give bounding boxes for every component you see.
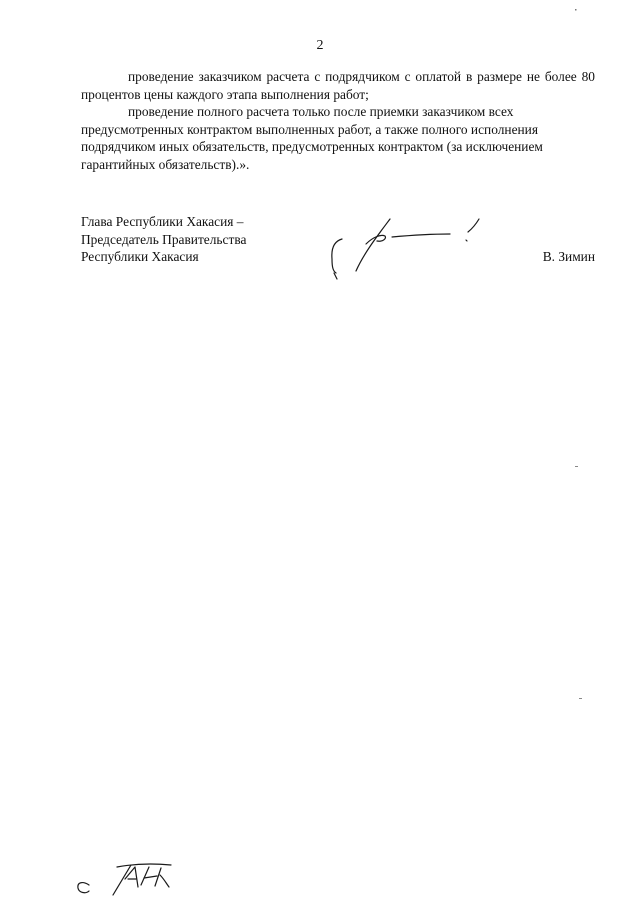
scan-mark [574,8,578,12]
document-body [81,68,595,173]
paragraph: проведение полного расчета только после приемки заказчиком всех предусмотренных контрактом выполненных работ, а также полного исполнения подрядчиком иных обязательств, предусмотренных контрактом (за исключением гарантийных обязательств).». [81,104,543,172]
signatory-position-line: Республики Хакасия [81,249,199,264]
handwritten-signature [326,213,496,293]
paragraph: проведение заказчиком расчета с подрядчиком с оплатой в размере не более 80 процентов цены каждого этапа выполнения работ; [81,69,595,102]
initials-mark [65,857,180,899]
signatory-name: В. Зимин [542,249,595,264]
page-number: 2 [316,38,324,53]
scan-mark [578,697,584,701]
signature-block [81,213,595,283]
scan-mark [574,465,580,469]
signatory-position-line: Председатель Правительства [81,231,247,247]
signatory-position-line: Глава Республики Хакасия – [81,214,244,229]
